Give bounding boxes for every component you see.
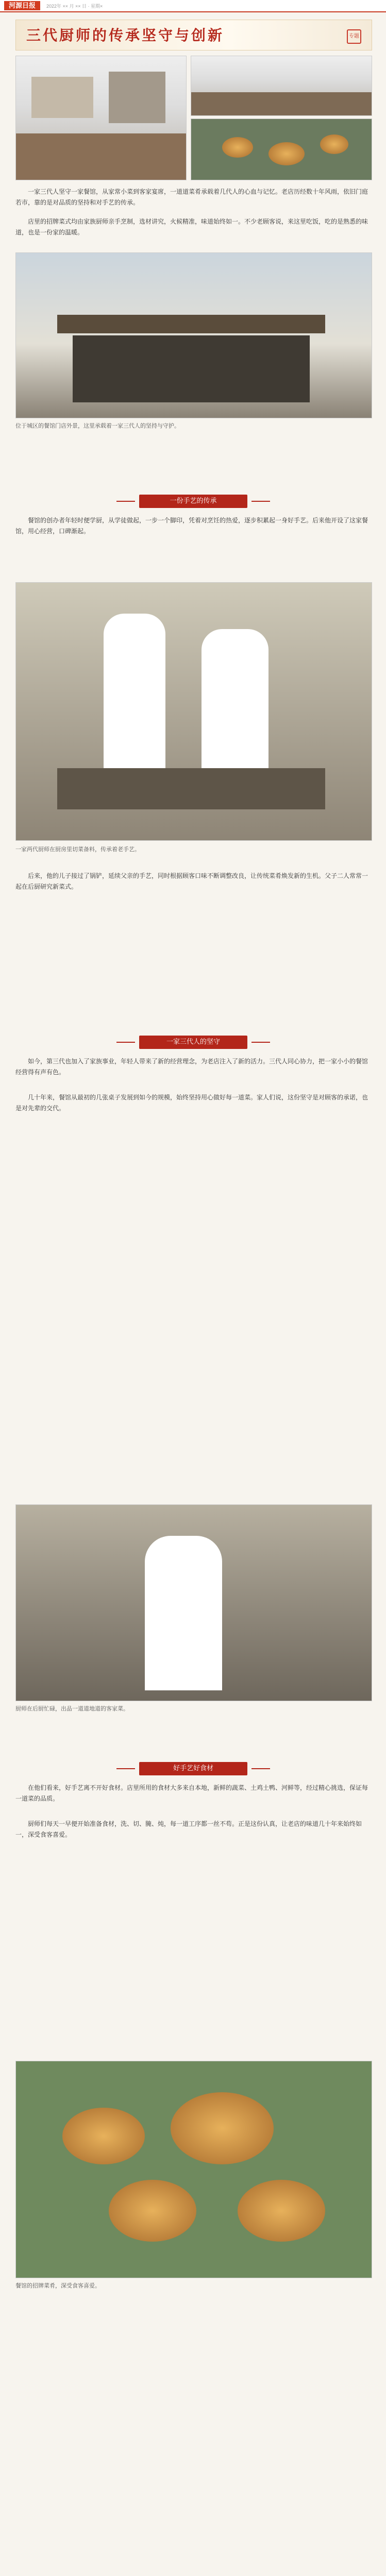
- restaurant-interior-photo: [15, 56, 187, 180]
- top-bar: [0, 0, 386, 12]
- storefront-photo: [15, 252, 372, 418]
- restaurant-scene-photo: [191, 56, 372, 116]
- section-heading-3: 好手艺好食材: [139, 1762, 247, 1775]
- chefs-photo: [15, 582, 372, 841]
- section3-paragraph-1: 在他们看来，好手艺离不开好食材。店里所用的食材大多来自本地，新鲜的蔬菜、土鸡土鸭、河鲜等，经过精心挑选，保证每一道菜的品质。: [15, 1784, 368, 1802]
- section3-paragraph-2: 厨师们每天一早便开始准备食材，洗、切、腌、炖，每一道工序都一丝不苟。正是这份认真，让老店的味道几十年来始终如一，深受食客喜爱。: [15, 1820, 362, 1838]
- section2-paragraph-2: 几十年来，餐馆从最初的几张桌子发展到如今的规模，始终坚持用心做好每一道菜。家人们说，这份坚守是对顾客的承诺，也是对先辈的交代。: [15, 1094, 368, 1112]
- title-banner: [15, 20, 372, 50]
- page-title: 三代厨师的传承坚守与创新: [26, 27, 225, 44]
- chefs-caption: 一家两代厨师在厨房里切菜备料，传承着老手艺。: [15, 846, 140, 853]
- dishes-caption: 餐馆的招牌菜肴，深受食客喜爱。: [15, 2282, 100, 2289]
- section1-paragraph-1: 餐馆的创办者年轻时便学厨，从学徒做起，一步一个脚印，凭着对烹饪的热爱，逐步积累起一身好手艺。后来他开设了这家餐馆，用心经营，口碑渐起。: [15, 517, 368, 535]
- intro-paragraph: 一家三代人坚守一家餐馆，从家常小菜到客家宴席，一道道菜肴承载着几代人的心血与记忆。老店历经数十年风雨，依旧门庭若市，靠的是对品质的坚持和对手艺的传承。: [15, 188, 368, 206]
- section-stamp: 专题: [347, 29, 361, 44]
- dishes-photo: [15, 2061, 372, 2278]
- section1-paragraph-2: 后来，他的儿子接过了锅铲，延续父亲的手艺，同时根据顾客口味不断调整改良，让传统菜肴焕发新的生机。父子二人常常一起在后厨研究新菜式。: [15, 872, 368, 890]
- intro-paragraph-2: 店里的招牌菜式均由家族厨师亲手烹制，选材讲究，火候精准，味道始终如一。不少老顾客说，来这里吃饭，吃的是熟悉的味道，也是一份家的温暖。: [15, 218, 368, 236]
- kitchen-caption: 厨师在后厨忙碌，出品一道道地道的客家菜。: [15, 1705, 129, 1712]
- section2-paragraph-1: 如今，第三代也加入了家族事业，年轻人带来了新的经营理念，为老店注入了新的活力。三代人同心协力，把一家小小的餐馆经营得有声有色。: [15, 1058, 368, 1076]
- kitchen-photo: [15, 1504, 372, 1701]
- section-heading-2: 一家三代人的坚守: [139, 1036, 247, 1049]
- storefront-caption: 位于城区的餐馆门店外景，这里承载着一家三代人的坚持与守护。: [15, 422, 180, 429]
- newspaper-logo: 河源日报: [4, 1, 40, 10]
- table-dishes-photo: [191, 118, 372, 180]
- section-heading-1: 一份手艺的传承: [139, 495, 247, 508]
- issue-meta: 2022年 ×× 月 ×× 日 · 星期×: [46, 4, 103, 9]
